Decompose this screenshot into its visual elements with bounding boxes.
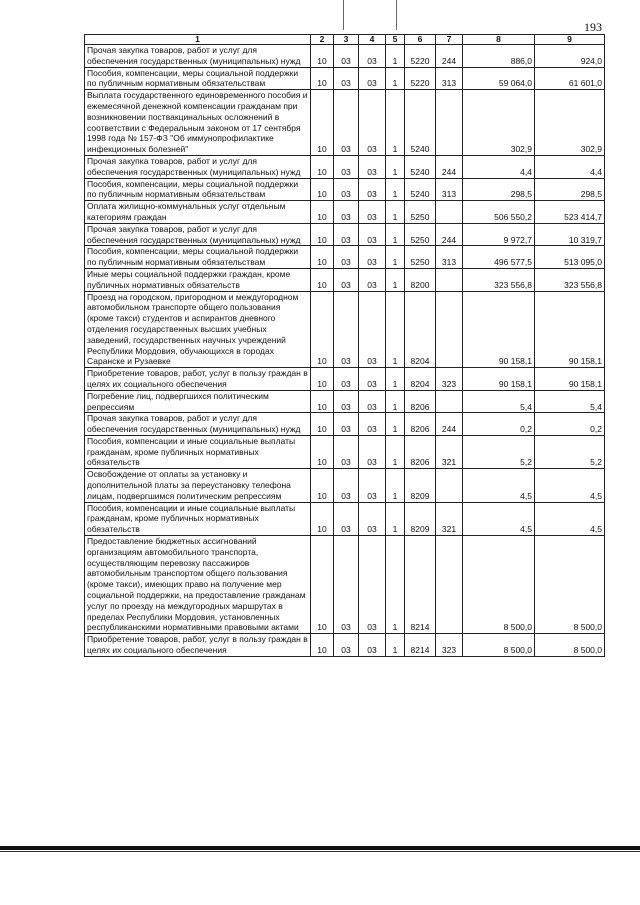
cell-target-article: 5220 xyxy=(405,45,436,68)
cell-subsection: 03 xyxy=(334,155,359,178)
cell-expense-type xyxy=(436,469,463,502)
cell-section: 10 xyxy=(311,435,334,468)
table-row xyxy=(85,634,605,657)
cell-description: Прочая закупка товаров, работ и услуг для обеспечения государственных (муниципальных) нужд xyxy=(85,413,311,436)
cell-subsection: 03 xyxy=(334,634,359,657)
cell-amount-year2: 298,5 xyxy=(535,178,605,201)
cell-amount-year1: 8 500,0 xyxy=(463,634,535,657)
cell-subprogram: 1 xyxy=(386,223,405,246)
cell-amount-year2: 924,0 xyxy=(535,45,605,68)
cell-target-article: 8200 xyxy=(405,268,436,291)
cell-program: 03 xyxy=(359,90,386,156)
cell-description: Погребение лиц, подвергшихся политическим репрессиям xyxy=(85,390,311,413)
cell-description: Выплата государственного единовременного пособия и ежемесячной денежной компенсации гражданам при возникновении поствакцинальных осложнений в соответствии с Федеральным законом от 17 сентября 1998 года № 157-ФЗ "Об иммунопрофилактике инфекционных болезней" xyxy=(85,90,311,156)
cell-expense-type xyxy=(436,201,463,224)
cell-amount-year1: 9 972,7 xyxy=(463,223,535,246)
cell-target-article: 8214 xyxy=(405,634,436,657)
cell-subprogram: 1 xyxy=(386,435,405,468)
cell-subprogram: 1 xyxy=(386,413,405,436)
page-number: 193 xyxy=(584,20,602,34)
cell-section: 10 xyxy=(311,45,334,68)
cell-subprogram: 1 xyxy=(386,90,405,156)
cell-description: Прочая закупка товаров, работ и услуг для обеспечения государственных (муниципальных) нужд xyxy=(85,45,311,68)
cell-amount-year2: 90 158,1 xyxy=(535,291,605,368)
scan-mark-left xyxy=(343,0,344,30)
table-row xyxy=(85,390,605,413)
table-row xyxy=(85,291,605,368)
cell-subprogram: 1 xyxy=(386,634,405,657)
table-row xyxy=(85,45,605,68)
cell-section: 10 xyxy=(311,368,334,391)
cell-section: 10 xyxy=(311,201,334,224)
cell-section: 10 xyxy=(311,634,334,657)
cell-subprogram: 1 xyxy=(386,45,405,68)
cell-subprogram: 1 xyxy=(386,67,405,90)
scan-border-bottom-thin xyxy=(0,851,640,852)
cell-program: 03 xyxy=(359,201,386,224)
table-row xyxy=(85,155,605,178)
cell-amount-year2: 513 095,0 xyxy=(535,246,605,269)
cell-subsection: 03 xyxy=(334,90,359,156)
cell-amount-year2: 10 319,7 xyxy=(535,223,605,246)
cell-subsection: 03 xyxy=(334,413,359,436)
cell-subsection: 03 xyxy=(334,268,359,291)
cell-section: 10 xyxy=(311,469,334,502)
cell-subprogram: 1 xyxy=(386,291,405,368)
cell-description: Пособия, компенсации и иные социальные выплаты гражданам, кроме публичных нормативных обязательств xyxy=(85,502,311,535)
cell-subsection: 03 xyxy=(334,435,359,468)
cell-target-article: 5250 xyxy=(405,201,436,224)
column-header: 4 xyxy=(359,35,386,45)
cell-subprogram: 1 xyxy=(386,178,405,201)
table-row xyxy=(85,536,605,634)
cell-amount-year2: 8 500,0 xyxy=(535,634,605,657)
cell-amount-year2: 4,5 xyxy=(535,469,605,502)
cell-program: 03 xyxy=(359,502,386,535)
cell-expense-type: 244 xyxy=(436,155,463,178)
cell-expense-type xyxy=(436,536,463,634)
cell-amount-year2: 8 500,0 xyxy=(535,536,605,634)
cell-expense-type: 323 xyxy=(436,368,463,391)
table-row xyxy=(85,368,605,391)
cell-section: 10 xyxy=(311,268,334,291)
cell-section: 10 xyxy=(311,536,334,634)
cell-amount-year1: 0,2 xyxy=(463,413,535,436)
cell-expense-type: 313 xyxy=(436,67,463,90)
cell-subprogram: 1 xyxy=(386,536,405,634)
cell-amount-year1: 4,4 xyxy=(463,155,535,178)
cell-subprogram: 1 xyxy=(386,469,405,502)
cell-description: Оплата жилищно-коммунальных услуг отдельным категориям граждан xyxy=(85,201,311,224)
cell-program: 03 xyxy=(359,246,386,269)
column-header: 7 xyxy=(436,35,463,45)
cell-section: 10 xyxy=(311,390,334,413)
cell-program: 03 xyxy=(359,413,386,436)
cell-program: 03 xyxy=(359,435,386,468)
cell-target-article: 5240 xyxy=(405,178,436,201)
cell-amount-year2: 0,2 xyxy=(535,413,605,436)
cell-subsection: 03 xyxy=(334,536,359,634)
cell-program: 03 xyxy=(359,67,386,90)
cell-expense-type: 321 xyxy=(436,435,463,468)
cell-amount-year2: 302,9 xyxy=(535,90,605,156)
cell-expense-type: 323 xyxy=(436,634,463,657)
cell-amount-year2: 523 414,7 xyxy=(535,201,605,224)
cell-amount-year1: 5,2 xyxy=(463,435,535,468)
cell-expense-type: 321 xyxy=(436,502,463,535)
cell-subprogram: 1 xyxy=(386,201,405,224)
table-row xyxy=(85,223,605,246)
table-row xyxy=(85,246,605,269)
cell-amount-year1: 90 158,1 xyxy=(463,291,535,368)
cell-amount-year1: 298,5 xyxy=(463,178,535,201)
cell-target-article: 5250 xyxy=(405,246,436,269)
cell-subsection: 03 xyxy=(334,291,359,368)
column-header: 8 xyxy=(463,35,535,45)
cell-description: Пособия, компенсации, меры социальной поддержки по публичным нормативным обязательствам xyxy=(85,67,311,90)
cell-target-article: 5220 xyxy=(405,67,436,90)
cell-amount-year1: 5,4 xyxy=(463,390,535,413)
cell-amount-year1: 4,5 xyxy=(463,502,535,535)
cell-target-article: 8206 xyxy=(405,413,436,436)
cell-amount-year1: 496 577,5 xyxy=(463,246,535,269)
cell-subprogram: 1 xyxy=(386,502,405,535)
cell-subprogram: 1 xyxy=(386,246,405,269)
cell-subprogram: 1 xyxy=(386,368,405,391)
cell-target-article: 8204 xyxy=(405,291,436,368)
cell-amount-year1: 323 556,8 xyxy=(463,268,535,291)
table-body xyxy=(85,45,605,657)
scan-mark-right xyxy=(396,0,397,30)
cell-expense-type: 244 xyxy=(436,413,463,436)
cell-amount-year1: 59 064,0 xyxy=(463,67,535,90)
column-header: 3 xyxy=(334,35,359,45)
cell-section: 10 xyxy=(311,413,334,436)
cell-target-article: 8214 xyxy=(405,536,436,634)
table-row xyxy=(85,435,605,468)
cell-program: 03 xyxy=(359,223,386,246)
cell-program: 03 xyxy=(359,536,386,634)
cell-target-article: 5240 xyxy=(405,90,436,156)
cell-amount-year1: 90 158,1 xyxy=(463,368,535,391)
cell-subsection: 03 xyxy=(334,67,359,90)
cell-amount-year2: 4,4 xyxy=(535,155,605,178)
cell-amount-year1: 506 550,2 xyxy=(463,201,535,224)
cell-program: 03 xyxy=(359,390,386,413)
cell-subsection: 03 xyxy=(334,368,359,391)
cell-amount-year2: 5,4 xyxy=(535,390,605,413)
cell-subsection: 03 xyxy=(334,502,359,535)
cell-section: 10 xyxy=(311,291,334,368)
cell-amount-year2: 323 556,8 xyxy=(535,268,605,291)
cell-description: Пособия, компенсации, меры социальной поддержки по публичным нормативным обязательствам xyxy=(85,178,311,201)
cell-section: 10 xyxy=(311,246,334,269)
cell-expense-type xyxy=(436,390,463,413)
table-row xyxy=(85,67,605,90)
column-header: 9 xyxy=(535,35,605,45)
cell-amount-year1: 302,9 xyxy=(463,90,535,156)
budget-table xyxy=(84,34,605,657)
cell-section: 10 xyxy=(311,502,334,535)
cell-description: Освобождение от оплаты за установку и дополнительной платы за переустановку телефона лицам, подвергшимся политическим репрессиям xyxy=(85,469,311,502)
cell-subprogram: 1 xyxy=(386,155,405,178)
cell-program: 03 xyxy=(359,634,386,657)
cell-description: Предоставление бюджетных ассигнований организациям автомобильного транспорта, осуществляющим перевозку пассажиров автомобильным транспортом общего пользования (кроме такси), имеющих право на получение мер социальной поддержки, на предоставление гражданам услуг по проезду на междугородных маршрутах в пределах Республики Мордовия, установленных республиканскими нормативными правовыми актами xyxy=(85,536,311,634)
cell-amount-year2: 4,5 xyxy=(535,502,605,535)
table-row xyxy=(85,90,605,156)
cell-description: Пособия, компенсации и иные социальные выплаты гражданам, кроме публичных нормативных обязательств xyxy=(85,435,311,468)
table-row xyxy=(85,178,605,201)
cell-subsection: 03 xyxy=(334,469,359,502)
table-row xyxy=(85,502,605,535)
cell-description: Иные меры социальной поддержки граждан, кроме публичных нормативных обязательств xyxy=(85,268,311,291)
cell-subprogram: 1 xyxy=(386,268,405,291)
table-header-row xyxy=(85,35,605,45)
cell-expense-type xyxy=(436,291,463,368)
table-row xyxy=(85,268,605,291)
cell-description: Проезд на городском, пригородном и междугородном автомобильном транспорте общего пользования (кроме такси) студентов и аспирантов дневного отделения государственных высших учебных заведений, государственных научных учреждений Республики Мордовия, обучающихся в городах Саранске и Рузаевке xyxy=(85,291,311,368)
cell-expense-type: 244 xyxy=(436,223,463,246)
table-row xyxy=(85,469,605,502)
cell-amount-year2: 61 601,0 xyxy=(535,67,605,90)
cell-amount-year2: 5,2 xyxy=(535,435,605,468)
cell-target-article: 8204 xyxy=(405,368,436,391)
cell-target-article: 5250 xyxy=(405,223,436,246)
cell-subsection: 03 xyxy=(334,201,359,224)
cell-section: 10 xyxy=(311,90,334,156)
cell-program: 03 xyxy=(359,368,386,391)
cell-subsection: 03 xyxy=(334,223,359,246)
cell-target-article: 8206 xyxy=(405,435,436,468)
cell-subsection: 03 xyxy=(334,178,359,201)
cell-target-article: 8206 xyxy=(405,390,436,413)
cell-subsection: 03 xyxy=(334,390,359,413)
cell-amount-year1: 8 500,0 xyxy=(463,536,535,634)
cell-expense-type xyxy=(436,268,463,291)
budget-table-container xyxy=(84,34,604,657)
table-row xyxy=(85,201,605,224)
cell-subprogram: 1 xyxy=(386,390,405,413)
cell-description: Прочая закупка товаров, работ и услуг для обеспечения государственных (муниципальных) нужд xyxy=(85,155,311,178)
cell-expense-type xyxy=(436,90,463,156)
cell-expense-type: 313 xyxy=(436,246,463,269)
cell-amount-year1: 886,0 xyxy=(463,45,535,68)
cell-description: Пособия, компенсации, меры социальной поддержки по публичным нормативным обязательствам xyxy=(85,246,311,269)
cell-section: 10 xyxy=(311,155,334,178)
cell-target-article: 5240 xyxy=(405,155,436,178)
cell-program: 03 xyxy=(359,291,386,368)
cell-description: Прочая закупка товаров, работ и услуг для обеспечения государственных (муниципальных) нужд xyxy=(85,223,311,246)
cell-target-article: 8209 xyxy=(405,469,436,502)
cell-description: Приобретение товаров, работ, услуг в пользу граждан в целях их социального обеспечения xyxy=(85,368,311,391)
column-header: 1 xyxy=(85,35,311,45)
cell-program: 03 xyxy=(359,268,386,291)
column-header: 2 xyxy=(311,35,334,45)
cell-expense-type: 313 xyxy=(436,178,463,201)
cell-target-article: 8209 xyxy=(405,502,436,535)
column-header: 5 xyxy=(386,35,405,45)
cell-subsection: 03 xyxy=(334,246,359,269)
cell-program: 03 xyxy=(359,45,386,68)
cell-subsection: 03 xyxy=(334,45,359,68)
column-header: 6 xyxy=(405,35,436,45)
cell-section: 10 xyxy=(311,67,334,90)
cell-section: 10 xyxy=(311,178,334,201)
cell-program: 03 xyxy=(359,469,386,502)
cell-amount-year2: 90 158,1 xyxy=(535,368,605,391)
cell-program: 03 xyxy=(359,155,386,178)
scan-border-bottom xyxy=(0,846,640,850)
cell-expense-type: 244 xyxy=(436,45,463,68)
cell-section: 10 xyxy=(311,223,334,246)
cell-program: 03 xyxy=(359,178,386,201)
cell-amount-year1: 4,5 xyxy=(463,469,535,502)
cell-description: Приобретение товаров, работ, услуг в пользу граждан в целях их социального обеспечения xyxy=(85,634,311,657)
table-row xyxy=(85,413,605,436)
